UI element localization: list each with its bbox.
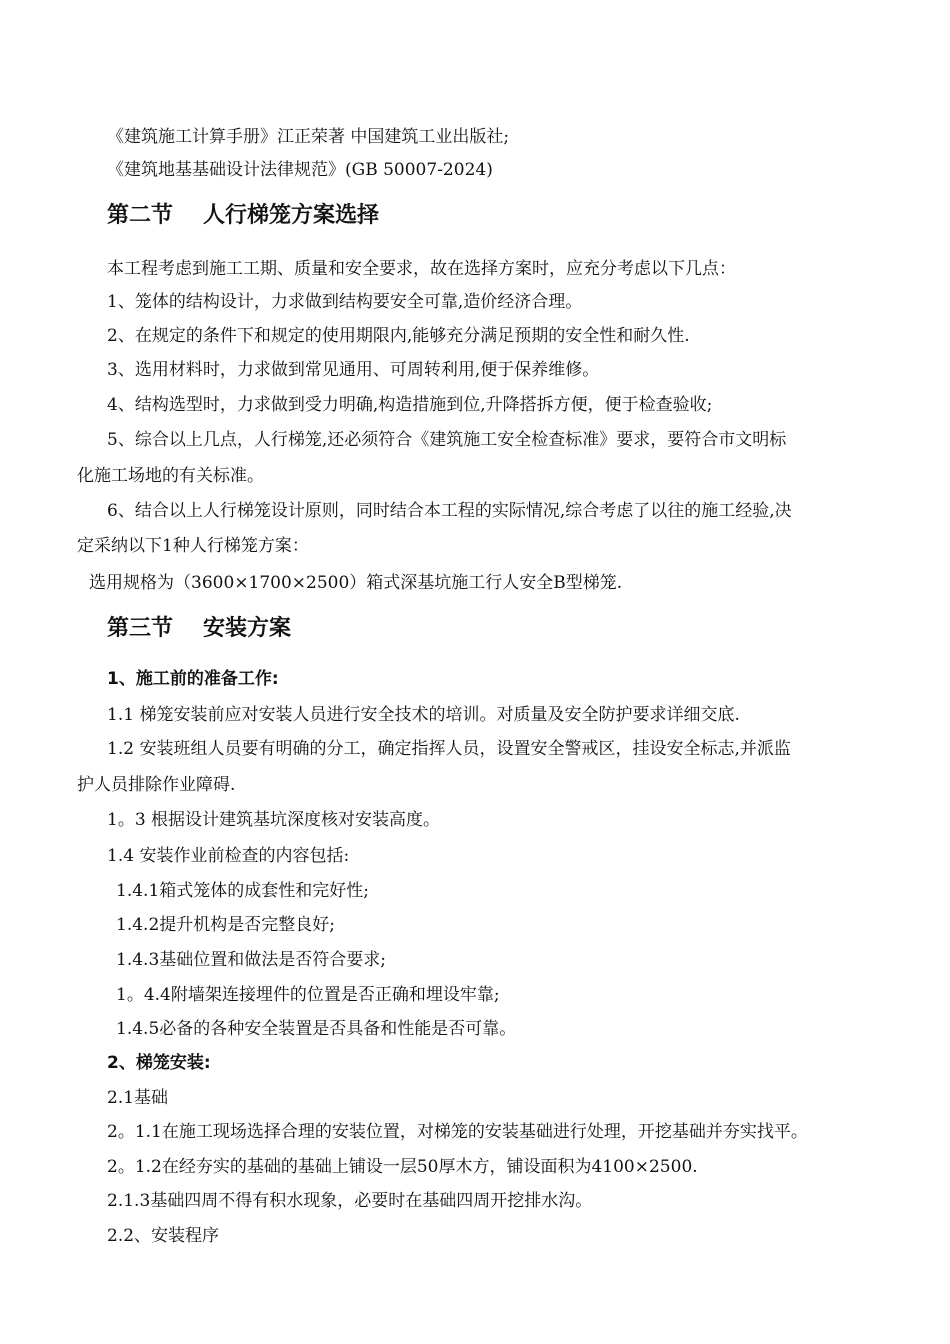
list-item: 1.4.5必备的各种安全装置是否具备和性能是否可靠。: [116, 1019, 517, 1039]
list-item: 6、结合以上人行梯笼设计原则，同时结合本工程的实际情况,综合考虑了以往的施工经验,决: [107, 501, 792, 521]
list-item: 1.4.3基础位置和做法是否符合要求;: [116, 950, 386, 970]
section-heading: [107, 615, 291, 643]
list-item: 1.4.2提升机构是否完整良好;: [116, 915, 335, 935]
list-item: 1.2 安装班组人员要有明确的分工，确定指挥人员，设置安全警戒区，挂设安全标志,并派监: [107, 739, 791, 759]
list-item: 1.4.1箱式笼体的成套性和完好性;: [116, 881, 369, 901]
list-item-continuation: 化施工场地的有关标准。: [77, 466, 264, 486]
list-item: 1、笼体的结构设计，力求做到结构要安全可靠,造价经济合理。: [107, 292, 583, 312]
section-number: 第三节: [107, 616, 174, 641]
section-title: 安装方案: [203, 616, 292, 641]
list-item: 4、结构选型时，力求做到受力明确,构造措施到位,升降搭拆方便，便于检查验收;: [107, 395, 713, 415]
list-item: 1。3 根据设计建筑基坑深度核对安装高度。: [107, 810, 441, 830]
section-heading: [107, 202, 379, 230]
list-item-continuation: 护人员排除作业障碍.: [77, 775, 236, 795]
list-item: 1.4 安装作业前检查的内容包括:: [107, 846, 350, 866]
section-title: 人行梯笼方案选择: [203, 203, 380, 228]
subsection-heading: 2、梯笼安装:: [107, 1053, 211, 1073]
subsection-heading: 1、施工前的准备工作:: [107, 669, 279, 689]
paragraph: 本工程考虑到施工工期、质量和安全要求，故在选择方案时，应充分考虑以下几点：: [107, 259, 736, 279]
list-item: 3、选用材料时，力求做到常见通用、可周转利用,便于保养维修。: [107, 360, 600, 380]
list-item: 2。1.1在施工现场选择合理的安装位置，对梯笼的安装基础进行处理，开挖基础并夯实找平。: [107, 1122, 808, 1142]
list-item: 5、综合以上几点，人行梯笼,还必须符合《建筑施工安全检查标准》要求，要符合市文明标: [107, 430, 787, 450]
list-item-continuation: 定采纳以下1种人行梯笼方案：: [77, 536, 309, 556]
section-number: 第二节: [107, 203, 174, 228]
list-item: 2.2、安装程序: [107, 1226, 220, 1246]
list-item: 2.1.3基础四周不得有积水现象，必要时在基础四周开挖排水沟。: [107, 1191, 593, 1211]
list-item: 1.1 梯笼安装前应对安装人员进行安全技术的培训。对质量及安全防护要求详细交底.: [107, 705, 740, 725]
list-item: 2.1基础: [107, 1088, 169, 1108]
paragraph: 选用规格为（3600×1700×2500）箱式深基坑施工行人安全B型梯笼.: [89, 573, 623, 593]
list-item: 2、在规定的条件下和规定的使用期限内,能够充分满足预期的安全性和耐久性.: [107, 326, 690, 346]
list-item: 2。1.2在经夯实的基础的基础上铺设一层50厚木方，铺设面积为4100×2500.: [107, 1157, 698, 1177]
reference-line: 《建筑地基基础设计法律规范》(GB 50007-2024): [107, 160, 493, 180]
reference-line: 《建筑施工计算手册》江正荣著 中国建筑工业出版社;: [107, 127, 510, 147]
list-item: 1。4.4附墙架连接埋件的位置是否正确和埋设牢靠;: [116, 985, 500, 1005]
